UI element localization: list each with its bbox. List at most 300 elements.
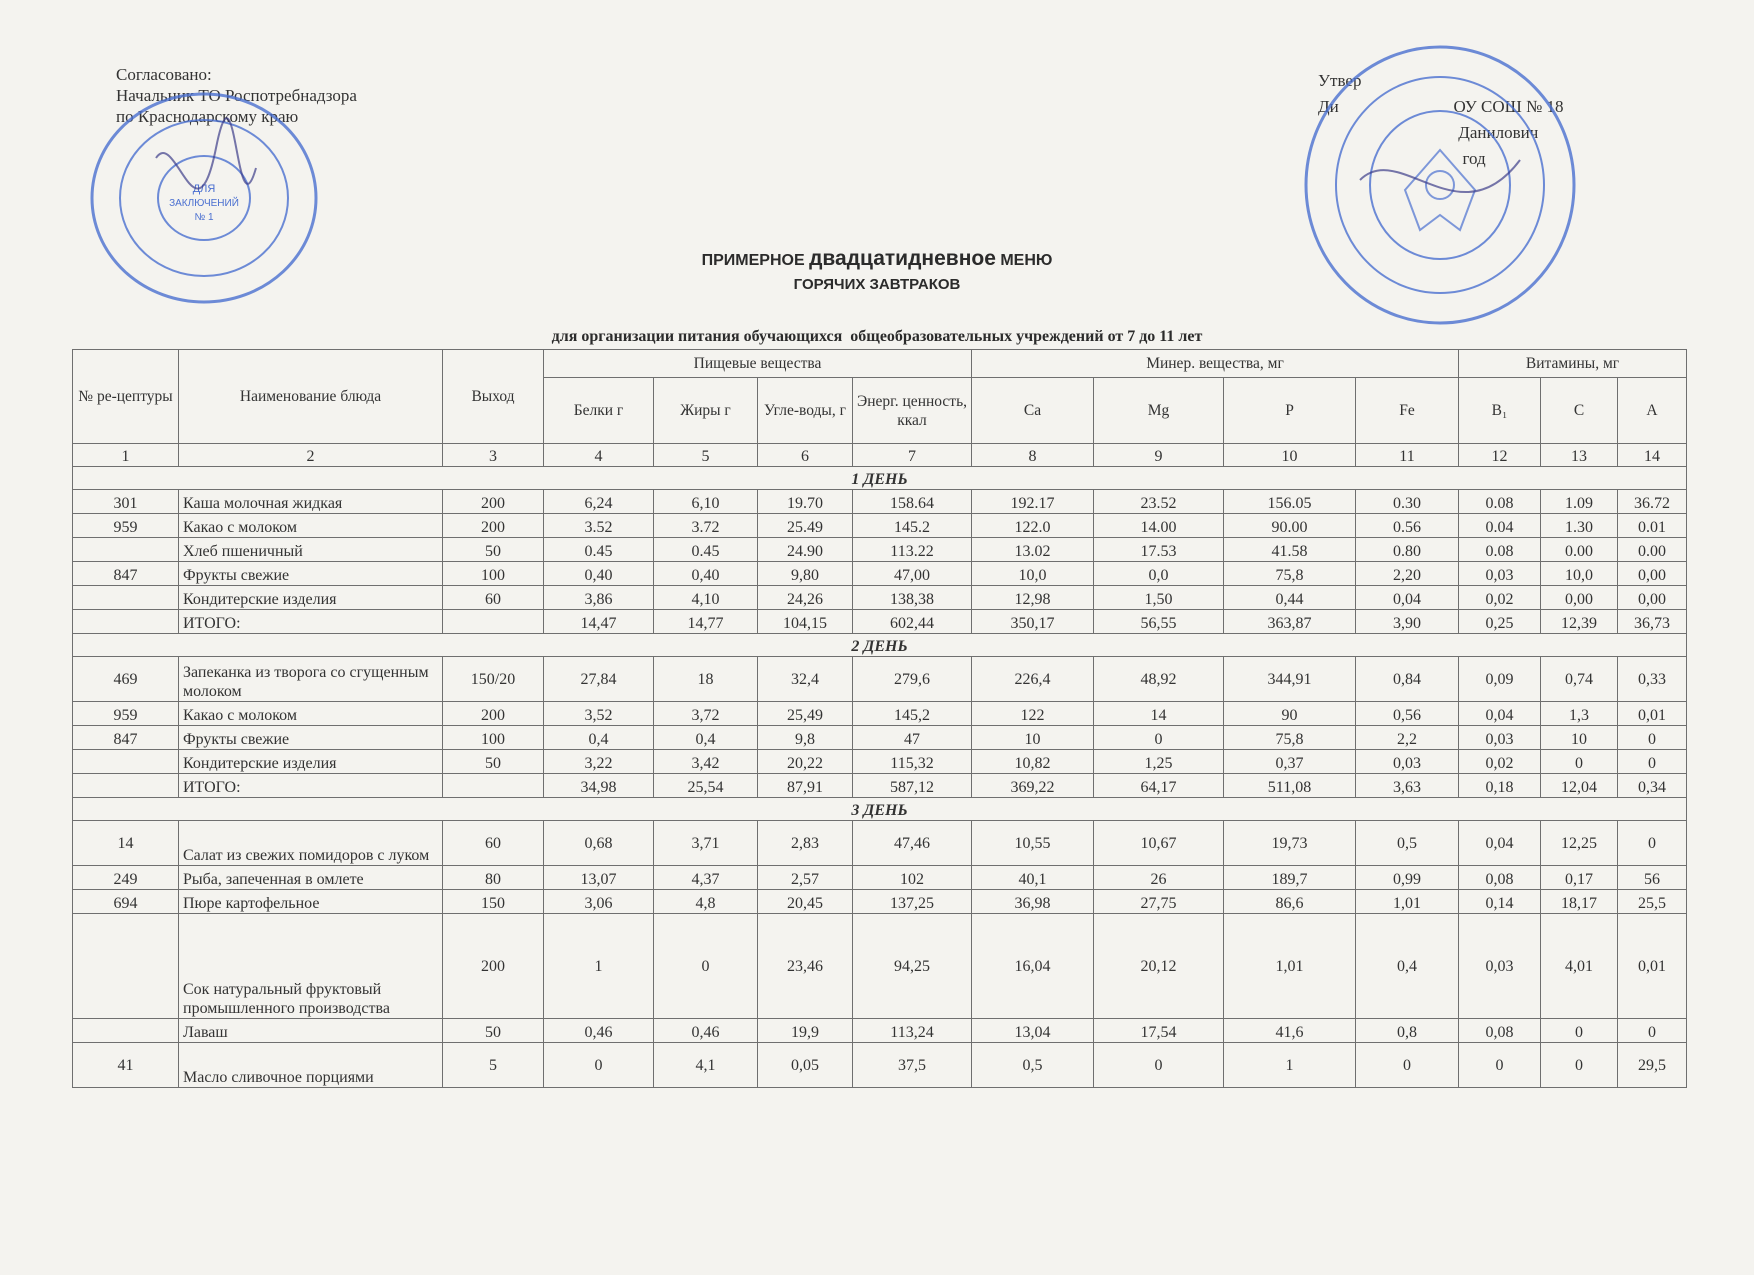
cell-carbs: 0,05 <box>758 1043 853 1088</box>
cell-protein: 0,46 <box>544 1019 654 1043</box>
cell-protein: 6,24 <box>544 490 654 514</box>
cell-recipe-no <box>73 914 179 1019</box>
table-row <box>73 702 1687 726</box>
total-row <box>73 774 1687 798</box>
cell-b1: 0,02 <box>1459 750 1541 774</box>
cell-ca: 350,17 <box>972 610 1094 634</box>
cell-output: 60 <box>443 586 544 610</box>
cell-p: 1 <box>1224 1043 1356 1088</box>
cell-dish-name: Какао с молоком <box>179 514 443 538</box>
cell-b1: 0,08 <box>1459 866 1541 890</box>
cell-recipe-no: 14 <box>73 821 179 866</box>
cell-output: 50 <box>443 1019 544 1043</box>
column-number: 7 <box>853 444 972 467</box>
menu-table-body <box>73 444 1687 1088</box>
cell-fe: 0,99 <box>1356 866 1459 890</box>
header-fe: Fe <box>1356 378 1459 444</box>
cell-carbs: 25,49 <box>758 702 853 726</box>
table-row <box>73 726 1687 750</box>
cell-p: 90 <box>1224 702 1356 726</box>
cell-c: 0,17 <box>1541 866 1618 890</box>
cell-mg: 56,55 <box>1094 610 1224 634</box>
cell-fat: 3,72 <box>654 702 758 726</box>
cell-protein: 1 <box>544 914 654 1019</box>
stamp-rospotrebnadzor <box>86 88 322 308</box>
cell-recipe-no: 469 <box>73 657 179 702</box>
cell-carbs: 2,83 <box>758 821 853 866</box>
cell-ca: 122.0 <box>972 514 1094 538</box>
cell-mg: 26 <box>1094 866 1224 890</box>
cell-a: 0 <box>1618 726 1687 750</box>
cell-mg: 17,54 <box>1094 1019 1224 1043</box>
table-row <box>73 657 1687 702</box>
column-number: 11 <box>1356 444 1459 467</box>
cell-c: 0,74 <box>1541 657 1618 702</box>
cell-ca: 12,98 <box>972 586 1094 610</box>
column-number-row <box>73 444 1687 467</box>
header-recipe-no: № ре-цептуры <box>73 350 179 444</box>
cell-mg: 27,75 <box>1094 890 1224 914</box>
cell-mg: 20,12 <box>1094 914 1224 1019</box>
svg-text:№ 1: № 1 <box>194 212 214 223</box>
cell-a: 0,34 <box>1618 774 1687 798</box>
cell-ca: 13.02 <box>972 538 1094 562</box>
cell-ca: 36,98 <box>972 890 1094 914</box>
cell-carbs: 104,15 <box>758 610 853 634</box>
day-header-row <box>73 634 1687 657</box>
cell-b1: 0,09 <box>1459 657 1541 702</box>
cell-b1: 0,18 <box>1459 774 1541 798</box>
cell-output: 100 <box>443 726 544 750</box>
approval-right-line3: Данилович <box>1318 123 1539 142</box>
cell-recipe-no: 959 <box>73 514 179 538</box>
cell-a: 29,5 <box>1618 1043 1687 1088</box>
column-number: 3 <box>443 444 544 467</box>
page-title <box>0 247 1754 271</box>
cell-b1: 0,03 <box>1459 562 1541 586</box>
header-dish-name: Наименование блюда <box>179 350 443 444</box>
cell-recipe-no: 847 <box>73 562 179 586</box>
cell-carbs: 9,80 <box>758 562 853 586</box>
cell-fe: 2,2 <box>1356 726 1459 750</box>
cell-protein: 0,40 <box>544 562 654 586</box>
column-number: 10 <box>1224 444 1356 467</box>
cell-protein: 27,84 <box>544 657 654 702</box>
cell-ca: 192.17 <box>972 490 1094 514</box>
cell-output: 60 <box>443 821 544 866</box>
cell-c: 0.00 <box>1541 538 1618 562</box>
cell-a: 0 <box>1618 1019 1687 1043</box>
cell-fe: 0,4 <box>1356 914 1459 1019</box>
cell-c: 0,00 <box>1541 586 1618 610</box>
cell-protein: 34,98 <box>544 774 654 798</box>
day-header-row <box>73 798 1687 821</box>
cell-recipe-no: 41 <box>73 1043 179 1088</box>
cell-p: 19,73 <box>1224 821 1356 866</box>
cell-b1: 0,03 <box>1459 914 1541 1019</box>
cell-energy: 138,38 <box>853 586 972 610</box>
cell-output: 5 <box>443 1043 544 1088</box>
cell-ca: 10,0 <box>972 562 1094 586</box>
column-number: 12 <box>1459 444 1541 467</box>
cell-c: 12,39 <box>1541 610 1618 634</box>
cell-a: 0.01 <box>1618 514 1687 538</box>
table-row <box>73 914 1687 1019</box>
cell-fe: 0.56 <box>1356 514 1459 538</box>
cell-recipe-no <box>73 774 179 798</box>
column-number: 4 <box>544 444 654 467</box>
approval-left-line3: по Краснодарскому краю <box>116 107 299 126</box>
cell-dish-name: Фрукты свежие <box>179 726 443 750</box>
cell-c: 10,0 <box>1541 562 1618 586</box>
cell-recipe-no <box>73 610 179 634</box>
table-row <box>73 562 1687 586</box>
day-label: 3 ДЕНЬ <box>73 798 1687 821</box>
cell-p: 86,6 <box>1224 890 1356 914</box>
cell-energy: 587,12 <box>853 774 972 798</box>
cell-b1: 0,04 <box>1459 821 1541 866</box>
cell-protein: 14,47 <box>544 610 654 634</box>
cell-fat: 4,10 <box>654 586 758 610</box>
cell-mg: 14 <box>1094 702 1224 726</box>
cell-p: 41,6 <box>1224 1019 1356 1043</box>
cell-mg: 0,0 <box>1094 562 1224 586</box>
cell-energy: 113.22 <box>853 538 972 562</box>
header-protein: Белки г <box>544 378 654 444</box>
table-row <box>73 490 1687 514</box>
cell-ca: 226,4 <box>972 657 1094 702</box>
cell-mg: 14.00 <box>1094 514 1224 538</box>
cell-carbs: 19,9 <box>758 1019 853 1043</box>
cell-recipe-no <box>73 538 179 562</box>
cell-p: 156.05 <box>1224 490 1356 514</box>
cell-energy: 279,6 <box>853 657 972 702</box>
cell-b1: 0.08 <box>1459 538 1541 562</box>
cell-carbs: 20,22 <box>758 750 853 774</box>
cell-carbs: 9,8 <box>758 726 853 750</box>
cell-c: 1.09 <box>1541 490 1618 514</box>
header-a: A <box>1618 378 1687 444</box>
cell-recipe-no: 959 <box>73 702 179 726</box>
cell-fat: 18 <box>654 657 758 702</box>
cell-output: 150/20 <box>443 657 544 702</box>
cell-output: 150 <box>443 890 544 914</box>
table-row <box>73 586 1687 610</box>
cell-energy: 145.2 <box>853 514 972 538</box>
cell-a: 0 <box>1618 750 1687 774</box>
cell-output: 50 <box>443 750 544 774</box>
cell-fe: 0,84 <box>1356 657 1459 702</box>
cell-a: 56 <box>1618 866 1687 890</box>
cell-fe: 0.30 <box>1356 490 1459 514</box>
column-number: 9 <box>1094 444 1224 467</box>
cell-ca: 16,04 <box>972 914 1094 1019</box>
cell-output <box>443 610 544 634</box>
cell-energy: 47,46 <box>853 821 972 866</box>
approval-left-line2: Начальник ТО Роспотребнадзора <box>116 86 357 105</box>
cell-fat: 0,4 <box>654 726 758 750</box>
column-number: 14 <box>1618 444 1687 467</box>
cell-fe: 0.80 <box>1356 538 1459 562</box>
cell-dish-name: Фрукты свежие <box>179 562 443 586</box>
cell-output: 200 <box>443 914 544 1019</box>
cell-protein: 13,07 <box>544 866 654 890</box>
cell-a: 0,00 <box>1618 586 1687 610</box>
cell-protein: 0.45 <box>544 538 654 562</box>
day-label: 2 ДЕНЬ <box>73 634 1687 657</box>
cell-p: 189,7 <box>1224 866 1356 890</box>
cell-energy: 47,00 <box>853 562 972 586</box>
cell-carbs: 20,45 <box>758 890 853 914</box>
cell-b1: 0.08 <box>1459 490 1541 514</box>
cell-carbs: 2,57 <box>758 866 853 890</box>
cell-fat: 4,37 <box>654 866 758 890</box>
cell-mg: 1,25 <box>1094 750 1224 774</box>
cell-mg: 64,17 <box>1094 774 1224 798</box>
cell-a: 0,01 <box>1618 702 1687 726</box>
cell-a: 0 <box>1618 821 1687 866</box>
cell-fe: 0,5 <box>1356 821 1459 866</box>
cell-fe: 2,20 <box>1356 562 1459 586</box>
cell-mg: 1,50 <box>1094 586 1224 610</box>
table-row <box>73 514 1687 538</box>
cell-dish-name: Кондитерские изделия <box>179 750 443 774</box>
cell-b1: 0,08 <box>1459 1019 1541 1043</box>
header-energy: Энерг. ценность, ккал <box>853 378 972 444</box>
cell-fat: 3.72 <box>654 514 758 538</box>
cell-p: 0,37 <box>1224 750 1356 774</box>
header-ca: Ca <box>972 378 1094 444</box>
header-output: Выход <box>443 350 544 444</box>
page-title-line2: ГОРЯЧИХ ЗАВТРАКОВ <box>793 276 961 293</box>
cell-c: 12,04 <box>1541 774 1618 798</box>
header-minerals: Минер. вещества, мг <box>972 350 1459 378</box>
cell-mg: 0 <box>1094 1043 1224 1088</box>
menu-table <box>72 349 1687 1088</box>
approval-right-line4: год <box>1318 149 1486 168</box>
cell-mg: 23.52 <box>1094 490 1224 514</box>
day-header-row <box>73 467 1687 490</box>
cell-fe: 0,8 <box>1356 1019 1459 1043</box>
column-number: 1 <box>73 444 179 467</box>
cell-energy: 158.64 <box>853 490 972 514</box>
cell-fat: 0,46 <box>654 1019 758 1043</box>
cell-fe: 0 <box>1356 1043 1459 1088</box>
cell-energy: 37,5 <box>853 1043 972 1088</box>
cell-recipe-no: 301 <box>73 490 179 514</box>
cell-carbs: 23,46 <box>758 914 853 1019</box>
cell-c: 0 <box>1541 1043 1618 1088</box>
cell-protein: 3,22 <box>544 750 654 774</box>
cell-carbs: 24,26 <box>758 586 853 610</box>
cell-ca: 122 <box>972 702 1094 726</box>
cell-a: 36.72 <box>1618 490 1687 514</box>
cell-c: 18,17 <box>1541 890 1618 914</box>
cell-c: 0 <box>1541 750 1618 774</box>
cell-p: 75,8 <box>1224 726 1356 750</box>
cell-energy: 145,2 <box>853 702 972 726</box>
cell-protein: 0,68 <box>544 821 654 866</box>
cell-protein: 3.52 <box>544 514 654 538</box>
header-carbs: Угле-воды, г <box>758 378 853 444</box>
header-p: P <box>1224 378 1356 444</box>
cell-mg: 17.53 <box>1094 538 1224 562</box>
cell-dish-name: Рыба, запеченная в омлете <box>179 866 443 890</box>
cell-recipe-no <box>73 750 179 774</box>
cell-b1: 0,14 <box>1459 890 1541 914</box>
cell-output: 200 <box>443 702 544 726</box>
table-row <box>73 821 1687 866</box>
svg-text:ДЛЯ: ДЛЯ <box>192 183 216 195</box>
cell-energy: 602,44 <box>853 610 972 634</box>
cell-dish-name: Сок натуральный фруктовый промышленного производства <box>179 914 443 1019</box>
table-row <box>73 538 1687 562</box>
cell-fat: 3,42 <box>654 750 758 774</box>
cell-fat: 0.45 <box>654 538 758 562</box>
cell-ca: 369,22 <box>972 774 1094 798</box>
cell-carbs: 32,4 <box>758 657 853 702</box>
cell-b1: 0.04 <box>1459 514 1541 538</box>
cell-ca: 0,5 <box>972 1043 1094 1088</box>
header-c: C <box>1541 378 1618 444</box>
cell-energy: 113,24 <box>853 1019 972 1043</box>
cell-a: 0.00 <box>1618 538 1687 562</box>
cell-carbs: 24.90 <box>758 538 853 562</box>
cell-p: 363,87 <box>1224 610 1356 634</box>
cell-dish-name: Хлеб пшеничный <box>179 538 443 562</box>
cell-carbs: 87,91 <box>758 774 853 798</box>
cell-c: 10 <box>1541 726 1618 750</box>
cell-output: 50 <box>443 538 544 562</box>
cell-b1: 0,25 <box>1459 610 1541 634</box>
cell-c: 12,25 <box>1541 821 1618 866</box>
cell-fat: 14,77 <box>654 610 758 634</box>
cell-mg: 48,92 <box>1094 657 1224 702</box>
cell-fat: 25,54 <box>654 774 758 798</box>
page-subtitle: для организации питания обучающихся общеобразовательных учреждений от 7 до 11 лет <box>551 328 1203 345</box>
cell-recipe-no <box>73 1019 179 1043</box>
cell-p: 1,01 <box>1224 914 1356 1019</box>
cell-fat: 6,10 <box>654 490 758 514</box>
cell-recipe-no <box>73 586 179 610</box>
cell-fat: 4,1 <box>654 1043 758 1088</box>
svg-text:ЗАКЛЮЧЕНИЙ: ЗАКЛЮЧЕНИЙ <box>169 198 239 209</box>
cell-p: 0,44 <box>1224 586 1356 610</box>
cell-b1: 0,04 <box>1459 702 1541 726</box>
cell-p: 75,8 <box>1224 562 1356 586</box>
cell-protein: 0 <box>544 1043 654 1088</box>
cell-c: 1,3 <box>1541 702 1618 726</box>
table-row <box>73 750 1687 774</box>
cell-c: 4,01 <box>1541 914 1618 1019</box>
table-row <box>73 1043 1687 1088</box>
cell-mg: 0 <box>1094 726 1224 750</box>
cell-recipe-no: 249 <box>73 866 179 890</box>
cell-ca: 10 <box>972 726 1094 750</box>
cell-output: 200 <box>443 514 544 538</box>
cell-b1: 0,03 <box>1459 726 1541 750</box>
cell-output <box>443 774 544 798</box>
column-number: 8 <box>972 444 1094 467</box>
cell-fe: 0,04 <box>1356 586 1459 610</box>
cell-dish-name: ИТОГО: <box>179 610 443 634</box>
cell-c: 0 <box>1541 1019 1618 1043</box>
cell-fat: 0,40 <box>654 562 758 586</box>
cell-dish-name: Запеканка из творога со сгущенным молоком <box>179 657 443 702</box>
cell-p: 511,08 <box>1224 774 1356 798</box>
cell-b1: 0 <box>1459 1043 1541 1088</box>
cell-output: 80 <box>443 866 544 890</box>
cell-dish-name: Какао с молоком <box>179 702 443 726</box>
cell-p: 90.00 <box>1224 514 1356 538</box>
cell-carbs: 25.49 <box>758 514 853 538</box>
cell-carbs: 19.70 <box>758 490 853 514</box>
approval-right-line1: Утвер <box>1318 71 1362 90</box>
header-vitamins: Витамины, мг <box>1459 350 1687 378</box>
cell-c: 1.30 <box>1541 514 1618 538</box>
title-part1: ПРИМЕРНОЕ <box>701 252 810 269</box>
cell-energy: 115,32 <box>853 750 972 774</box>
cell-dish-name: ИТОГО: <box>179 774 443 798</box>
cell-fe: 0,56 <box>1356 702 1459 726</box>
cell-mg: 10,67 <box>1094 821 1224 866</box>
cell-dish-name: Масло сливочное порциями <box>179 1043 443 1088</box>
cell-a: 0,33 <box>1618 657 1687 702</box>
cell-fat: 3,71 <box>654 821 758 866</box>
cell-fat: 0 <box>654 914 758 1019</box>
cell-output: 100 <box>443 562 544 586</box>
title-part3: МЕНЮ <box>995 252 1053 269</box>
header-b1: B₁ <box>1459 378 1541 444</box>
cell-a: 0,01 <box>1618 914 1687 1019</box>
cell-p: 41.58 <box>1224 538 1356 562</box>
header-nutrients: Пищевые вещества <box>544 350 972 378</box>
cell-ca: 13,04 <box>972 1019 1094 1043</box>
cell-recipe-no: 694 <box>73 890 179 914</box>
title-part2: двадцатидневное <box>809 247 996 270</box>
cell-protein: 3,52 <box>544 702 654 726</box>
cell-output: 200 <box>443 490 544 514</box>
cell-energy: 47 <box>853 726 972 750</box>
cell-fe: 0,03 <box>1356 750 1459 774</box>
cell-dish-name: Пюре картофельное <box>179 890 443 914</box>
cell-energy: 102 <box>853 866 972 890</box>
cell-dish-name: Кондитерские изделия <box>179 586 443 610</box>
cell-dish-name: Лаваш <box>179 1019 443 1043</box>
table-row <box>73 890 1687 914</box>
cell-fe: 3,63 <box>1356 774 1459 798</box>
cell-dish-name: Каша молочная жидкая <box>179 490 443 514</box>
header-mg: Mg <box>1094 378 1224 444</box>
cell-dish-name: Салат из свежих помидоров с луком <box>179 821 443 866</box>
cell-a: 25,5 <box>1618 890 1687 914</box>
table-row <box>73 866 1687 890</box>
cell-protein: 0,4 <box>544 726 654 750</box>
cell-fat: 4,8 <box>654 890 758 914</box>
approval-right-line2: Ди ОУ СОШ № 18 <box>1318 97 1564 116</box>
cell-ca: 40,1 <box>972 866 1094 890</box>
cell-fe: 3,90 <box>1356 610 1459 634</box>
total-row <box>73 610 1687 634</box>
header-fat: Жиры г <box>654 378 758 444</box>
column-number: 2 <box>179 444 443 467</box>
cell-protein: 3,06 <box>544 890 654 914</box>
column-number: 13 <box>1541 444 1618 467</box>
cell-energy: 137,25 <box>853 890 972 914</box>
cell-fe: 1,01 <box>1356 890 1459 914</box>
column-number: 6 <box>758 444 853 467</box>
approval-left-line1: Согласовано: <box>116 65 212 84</box>
